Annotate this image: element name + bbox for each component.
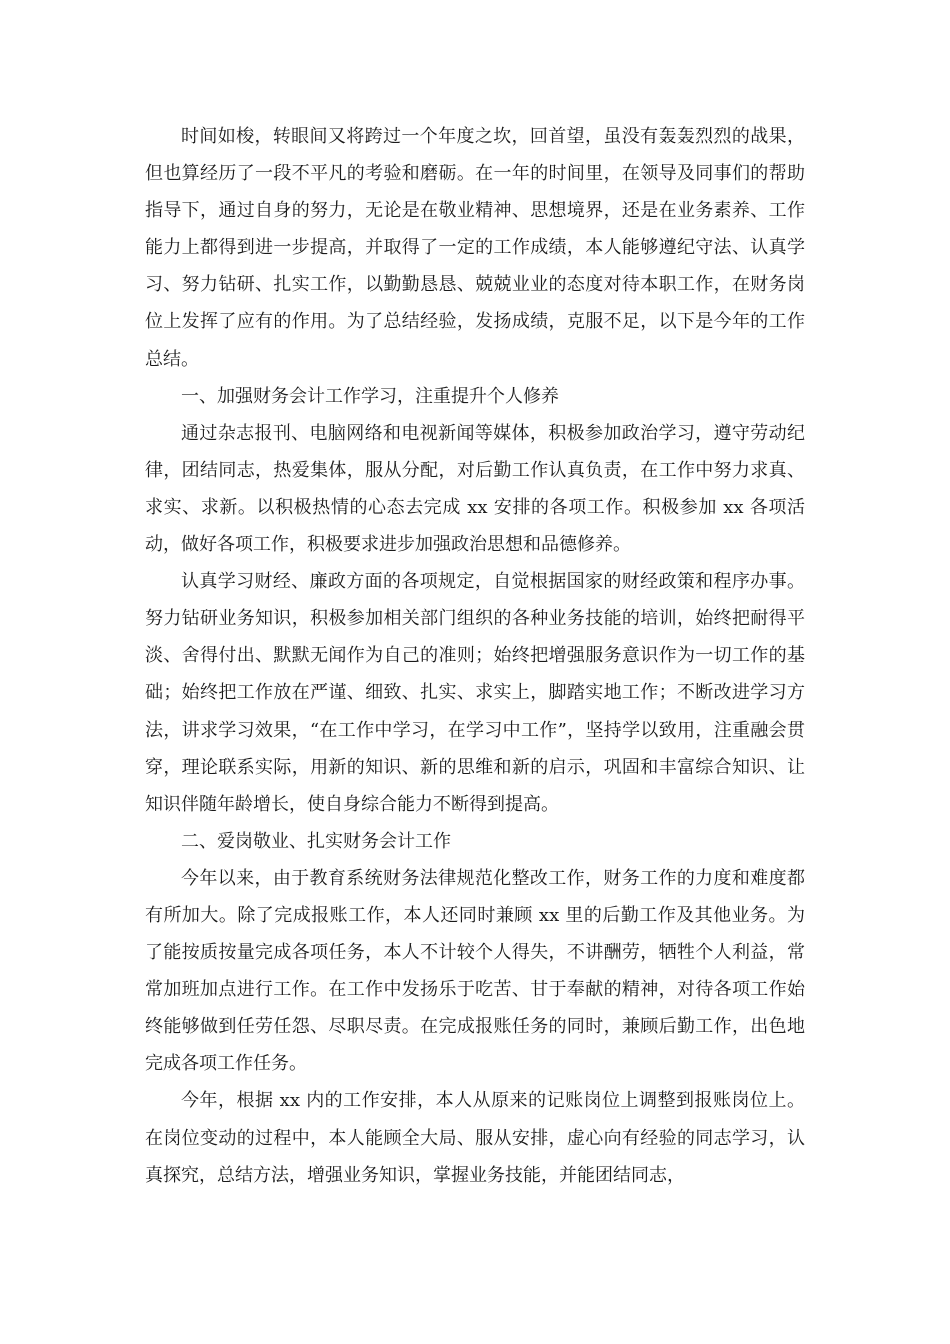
- section-heading-1: 一、加强财务会计工作学习，注重提升个人修养: [181, 385, 559, 407]
- section-1-paragraph-1: 通过杂志报刊、电脑网络和电视新闻等媒体，积极参加政治学习，遵守劳动纪律，团结同志，热爱集体，服从分配，对后勤工作认真负责，在工作中努力求真、求实、求新。以积极热情的心态去完成 xx 安排的各项工作。积极参加 xx 各项活动，做好各项工作，积极要求进步加强政治思想和品德修养。: [145, 422, 805, 556]
- section-1-paragraph-2: 认真学习财经、廉政方面的各项规定，自觉根据国家的财经政策和程序办事。努力钻研业务知识，积极参加相关部门组织的各种业务技能的培训，始终把耐得平淡、舍得付出、默默无闻作为自己的准则；始终把增强服务意识作为一切工作的基础；始终把工作放在严谨、细致、扎实、求实上，脚踏实地工作；不断改进学习方法，讲求学习效果，“在工作中学习，在学习中工作”，坚持学以致用，注重融会贯穿，理论联系实际，用新的知识、新的思维和新的启示，巩固和丰富综合知识、让知识伴随年龄增长，使自身综合能力不断得到提高。: [145, 571, 805, 815]
- section-heading-2: 二、爱岗敬业、扎实财务会计工作: [181, 830, 451, 852]
- intro-paragraph: 时间如梭，转眼间又将跨过一个年度之坎，回首望，虽没有轰轰烈烈的战果，但也算经历了一段不平凡的考验和磨砺。在一年的时间里，在领导及同事们的帮助指导下，通过自身的努力，无论是在敬业精神、思想境界，还是在业务素养、工作能力上都得到进一步提高，并取得了一定的工作成绩，本人能够遵纪守法、认真学习、努力钻研、扎实工作，以勤勤恳恳、兢兢业业的态度对待本职工作，在财务岗位上发挥了应有的作用。为了总结经验，发扬成绩，克服不足，以下是今年的工作总结。: [145, 126, 805, 370]
- document-body: [145, 118, 805, 1194]
- section-2-paragraph-2: 今年，根据 xx 内的工作安排，本人从原来的记账岗位上调整到报账岗位上。在岗位变动的过程中，本人能顾全大局、服从安排，虚心向有经验的同志学习，认真探究，总结方法，增强业务知识，掌握业务技能，并能团结同志，: [145, 1090, 805, 1186]
- section-2-paragraph-1: 今年以来，由于教育系统财务法律规范化整改工作，财务工作的力度和难度都有所加大。除了完成报账工作，本人还同时兼顾 xx 里的后勤工作及其他业务。为了能按质按量完成各项任务，本人不计较个人得失，不讲酬劳，牺牲个人利益，常常加班加点进行工作。在工作中发扬乐于吃苦、甘于奉献的精神，对待各项工作始终能够做到任劳任怨、尽职尽责。在完成报账任务的同时，兼顾后勤工作，出色地完成各项工作任务。: [145, 867, 805, 1075]
